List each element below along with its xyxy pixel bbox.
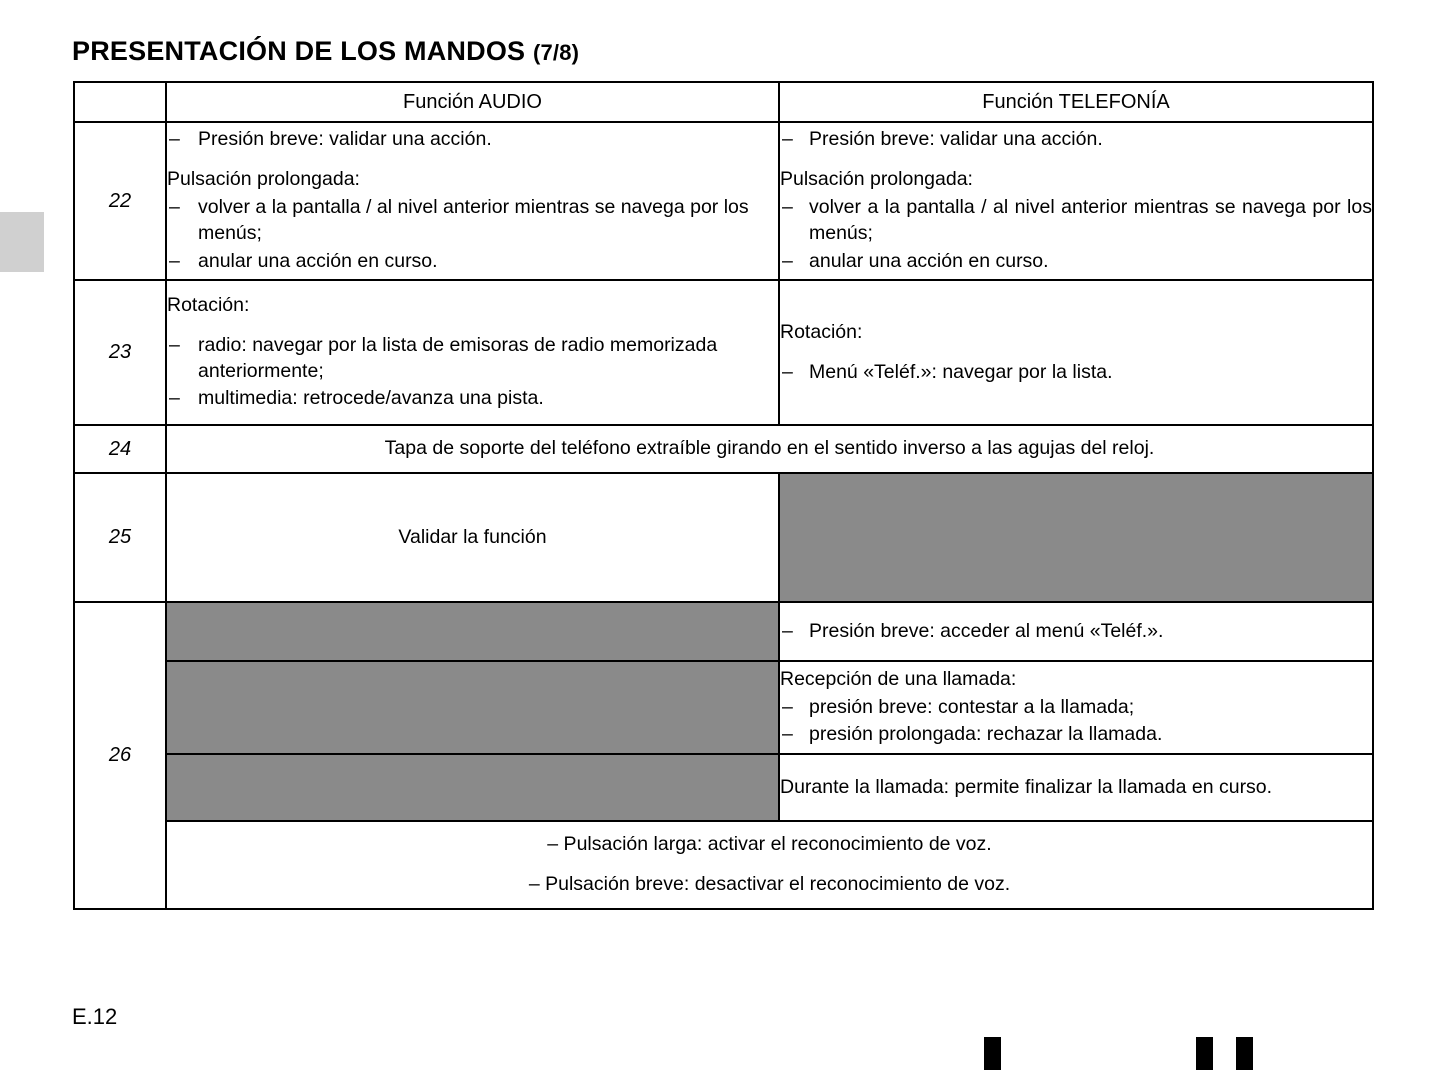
- list-item: [167, 127, 778, 153]
- merged-line-2: – Pulsación breve: desactivar el reconocimiento de voz.: [528, 873, 1011, 895]
- paragraph: Rotación:: [167, 293, 250, 316]
- list-item-label: volver a la pantalla / al nivel anterior mientras se navega por los menús;: [198, 196, 749, 244]
- table-header-row: [74, 82, 1373, 122]
- list-item-label: volver a la pantalla / al nivel anterior mientras se navega por los menús;: [809, 196, 1372, 244]
- table-row: [74, 122, 1373, 280]
- list-item: [780, 722, 1372, 748]
- cell-telephony-25-blocked: [779, 473, 1373, 602]
- header-audio: Función AUDIO: [166, 82, 779, 122]
- cell-audio-26a-blocked: [166, 602, 779, 661]
- paragraph: Pulsación prolongada:: [167, 168, 360, 191]
- cell-audio-26b-blocked: [166, 661, 779, 754]
- list-item-label: Menú «Teléf.»: navegar por la lista.: [809, 360, 1113, 383]
- dash-glyph: –: [782, 196, 793, 219]
- cell-telephony-23: [779, 280, 1373, 425]
- list-item: [780, 619, 1372, 645]
- page-number: E.12: [72, 1004, 118, 1029]
- registration-mark-1: [984, 1037, 1001, 1070]
- table-row: [74, 754, 1373, 821]
- dash-glyph: –: [169, 333, 180, 356]
- dash-glyph: –: [782, 723, 793, 746]
- row-number-26: 26: [74, 602, 166, 909]
- list-item: [780, 360, 1372, 386]
- dash-glyph: –: [169, 128, 180, 151]
- paragraph: Recepción de una llamada:: [780, 667, 1017, 690]
- registration-mark-2: [1196, 1037, 1213, 1070]
- cell-audio-26c-blocked: [166, 754, 779, 821]
- cell-merged-26d: [166, 821, 1373, 909]
- dash-glyph: –: [782, 249, 793, 272]
- list-item-label: presión breve: contestar a la llamada;: [809, 695, 1135, 718]
- cell-audio-25: Validar la función: [166, 473, 779, 602]
- table-row: [74, 473, 1373, 602]
- list-item-label: multimedia: retrocede/avanza una pista.: [198, 387, 544, 410]
- list-item: [167, 386, 778, 412]
- controls-table: [73, 81, 1374, 910]
- cell-telephony-26a: [779, 602, 1373, 661]
- page-title-pagination: (7/8): [532, 40, 580, 66]
- list-item: [780, 249, 1372, 275]
- cell-telephony-26b: [779, 661, 1373, 754]
- list-item-label: anular una acción en curso.: [198, 249, 438, 272]
- list-item-label: Presión breve: validar una acción.: [809, 128, 1103, 151]
- chapter-thumb-tab: [0, 212, 44, 272]
- row-number-22: 22: [74, 122, 166, 280]
- table-row: [74, 661, 1373, 754]
- dash-glyph: –: [782, 619, 793, 642]
- list-item: [780, 695, 1372, 721]
- page-title-main: PRESENTACIÓN DE LOS MANDOS: [72, 36, 533, 67]
- registration-mark-3: [1236, 1037, 1253, 1070]
- row-number-24: 24: [74, 425, 166, 473]
- cell-audio-23: [166, 280, 779, 425]
- paragraph: Pulsación prolongada:: [780, 168, 973, 191]
- header-number-col: [74, 82, 166, 122]
- list-item: [780, 127, 1372, 153]
- cell-merged-24: Tapa de soporte del teléfono extraíble girando en el sentido inverso a las agujas del reloj.: [166, 425, 1373, 473]
- cell-telephony-22: [779, 122, 1373, 280]
- row-number-23: 23: [74, 280, 166, 425]
- list-item: [780, 195, 1372, 247]
- cell-audio-22: [166, 122, 779, 280]
- merged-line-1: – Pulsación larga: activar el reconocimiento de voz.: [547, 833, 992, 856]
- header-telephony: Función TELEFONÍA: [779, 82, 1373, 122]
- cell-telephony-26c: Durante la llamada: permite finalizar la llamada en curso.: [779, 754, 1373, 821]
- dash-glyph: –: [782, 128, 793, 151]
- list-item-label: presión prolongada: rechazar la llamada.: [809, 723, 1163, 746]
- paragraph: Rotación:: [780, 320, 863, 343]
- page-title: [72, 36, 579, 67]
- table-row: [74, 821, 1373, 909]
- dash-glyph: –: [169, 249, 180, 272]
- table-row: [74, 280, 1373, 425]
- row-number-25: 25: [74, 473, 166, 602]
- list-item: [167, 333, 778, 385]
- dash-glyph: –: [782, 360, 793, 383]
- list-item: [167, 249, 778, 275]
- list-item-label: anular una acción en curso.: [809, 249, 1049, 272]
- dash-glyph: –: [169, 387, 180, 410]
- list-item-label: radio: navegar por la lista de emisoras de radio memorizada anteriormente;: [198, 333, 718, 382]
- table-row: [74, 602, 1373, 661]
- dash-glyph: –: [169, 196, 180, 219]
- list-item-label: Presión breve: validar una acción.: [198, 128, 492, 151]
- list-item: [167, 195, 778, 247]
- table-row: [74, 425, 1373, 473]
- list-item-label: Presión breve: acceder al menú «Teléf.».: [809, 619, 1164, 642]
- dash-glyph: –: [782, 695, 793, 718]
